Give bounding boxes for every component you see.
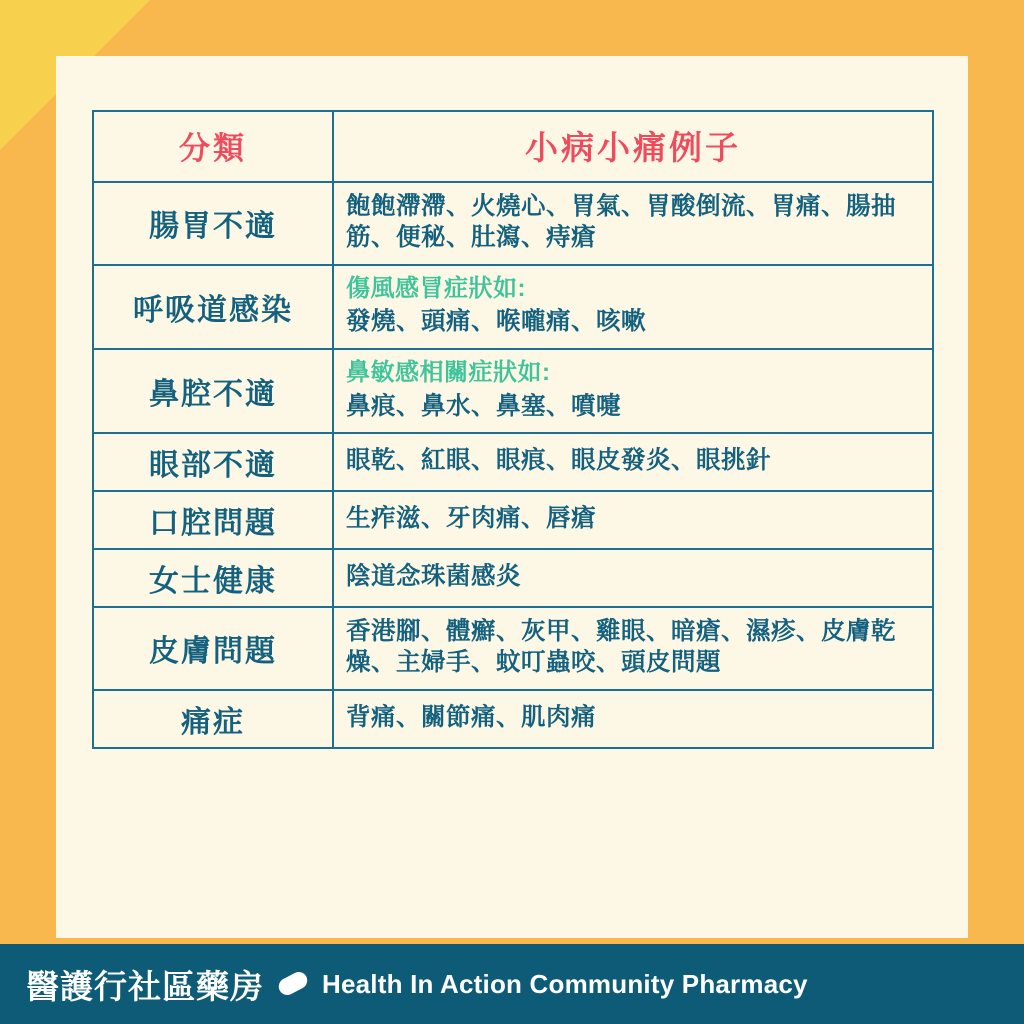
row-examples xyxy=(333,491,933,549)
row-category: 口腔問題 xyxy=(93,491,333,549)
table-row xyxy=(93,607,933,690)
row-examples xyxy=(333,690,933,748)
symptom-category-table xyxy=(92,110,932,749)
pharmacy-name-chinese: 醫護行社區藥房 xyxy=(26,967,264,1005)
row-examples xyxy=(333,349,933,433)
table-row xyxy=(93,349,933,433)
row-category: 眼部不適 xyxy=(93,433,333,491)
column-header-category: 分類 xyxy=(93,111,333,182)
row-examples xyxy=(333,182,933,265)
table-row xyxy=(93,265,933,349)
row-items-text: 背痛、關節痛、肌肉痛 xyxy=(346,703,596,731)
row-sublabel: 傷風感冒症狀如: xyxy=(346,274,526,302)
row-examples xyxy=(333,265,933,349)
row-items-text: 陰道念珠菌感炎 xyxy=(346,563,521,591)
row-category: 呼吸道感染 xyxy=(93,265,333,349)
pill-icon xyxy=(278,975,308,993)
footer-branding-bar xyxy=(0,944,1024,1024)
row-category: 皮膚問題 xyxy=(93,607,333,690)
row-category: 痛症 xyxy=(93,690,333,748)
column-header-examples: 小病小痛例子 xyxy=(333,111,933,182)
table-row xyxy=(93,491,933,549)
row-category: 腸胃不適 xyxy=(93,182,333,265)
row-items-text: 飽飽滯滯、火燒心、胃氣、胃酸倒流、胃痛、腸抽筋、便秘、肚瀉、痔瘡 xyxy=(346,193,896,252)
row-items-text: 生痄滋、牙肉痛、唇瘡 xyxy=(346,505,596,533)
table-row xyxy=(93,549,933,607)
pharmacy-name-english: Health In Action Community Pharmacy xyxy=(322,968,808,999)
table-row xyxy=(93,433,933,491)
row-items-text: 香港腳、體癬、灰甲、雞眼、暗瘡、濕疹、皮膚乾燥、主婦手、蚊叮蟲咬、頭皮問題 xyxy=(346,617,896,677)
row-items-text: 發燒、頭痛、喉嚨痛、咳嗽 xyxy=(346,308,646,336)
row-category: 女士健康 xyxy=(93,549,333,607)
row-category: 鼻腔不適 xyxy=(93,349,333,433)
row-examples xyxy=(333,549,933,607)
row-examples xyxy=(333,607,933,690)
table-row xyxy=(93,182,933,265)
row-examples xyxy=(333,433,933,491)
table-header-row xyxy=(93,111,933,182)
row-items-text: 鼻痕、鼻水、鼻塞、噴嚏 xyxy=(346,392,621,420)
row-sublabel: 鼻敏感相關症狀如: xyxy=(346,358,551,386)
table-row xyxy=(93,690,933,748)
row-items-text: 眼乾、紅眼、眼痕、眼皮發炎、眼挑針 xyxy=(346,447,771,475)
